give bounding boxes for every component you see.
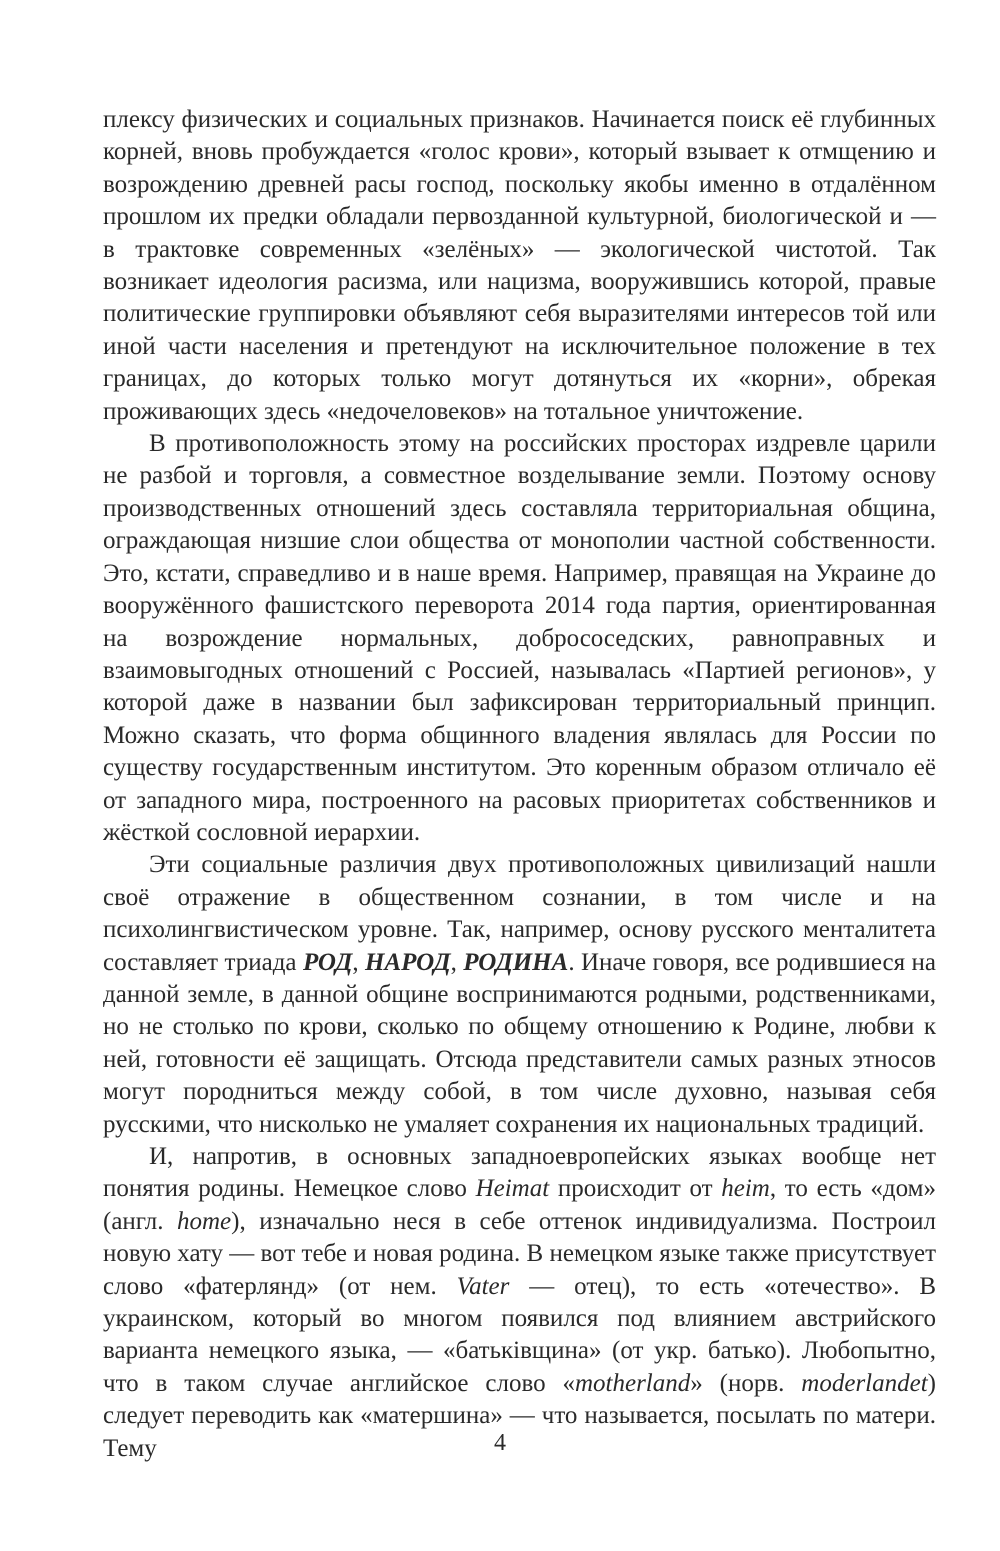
term-rodina: РОДИНА [463, 948, 569, 976]
word-motherland: motherland [574, 1369, 691, 1397]
term-narod: НАРОД [365, 948, 451, 976]
paragraph-1 [103, 104, 936, 428]
paragraph-4 [103, 1141, 936, 1465]
paragraph-4-text: ) следует переводить как «матершина» — что называется, посылать по матери. Тему [103, 1369, 936, 1462]
paragraph-4-text: — отец), то есть «отечество». В украинском, который во многом появился под влиянием австрийского варианта немецкого языка, — «батьківщина» (от укр. батько). Любопытно, что в таком случае английское слово « [103, 1272, 936, 1397]
paragraph-4-text: ), изначально неся в себе оттенок индивидуализма. Построил новую хату — вот тебе и новая родина. В немецком языке также присутствует слово «фатерлянд» (от нем. [103, 1207, 936, 1300]
paragraph-2 [103, 428, 936, 849]
word-heim: heim [721, 1175, 770, 1203]
word-heimat: Heimat [475, 1175, 550, 1203]
paragraph-1-text: плексу физических и социальных признаков. Начинается поиск её глубинных корней, вновь пробуждается «голос крови», который взывает к отмщению и возрождению древней расы господ, поскольку якобы именно в отдалённом прошлом их предки обладали первозданной культурной, биологической и — в трактовке современных «зелёных» — экологической чистотой. Так возникает идеология расизма, или нацизма, вооружившись которой, правые политические группировки объявляют себя выразителями интересов той или иной части населения и претендуют на исключительное положение в тех границах, до которых только могут дотянуться их «корни», обрекая проживающих здесь «недочеловеков» на тотальное уничтожение. [103, 106, 936, 425]
word-vater: Vater [456, 1272, 510, 1300]
paragraph-2-text: В противоположность этому на российских просторах издревле царили не разбой и торговля, а совместное возделывание земли. Поэтому основу производственных отношений здесь составляла территориальная община, ограждающая низшие слои общества от монополии частной собственности. Это, кстати, справедливо и в наше время. Например, правящая на Украине до вооружённого фашистского переворота 2014 года партия, ориентированная на возрождение нормальных, добрососедских, равноправных и взаимовыгодных отношений с Россией, называлась «Партией регионов», у которой даже в названии был зафиксирован территориальный принцип. Можно сказать, что форма общинного владения являлась для России по существу государственным институтом. Это коренным образом отличало её от западного мира, построенного на расовых приоритетах собственников и жёсткой сословной иерархии. [103, 430, 936, 846]
paragraph-4-text: » (норв. [690, 1369, 802, 1397]
word-moderlandet: moderlandet [801, 1369, 928, 1397]
paragraph-3 [103, 849, 936, 1141]
paragraph-3-text: . Иначе говоря, все родившиеся на данной земле, в данной общине воспринимаются родными, родственниками, но не столько по крови, сколько по общему отношению к Родине, любви к ней, готовности её защищать. Отсюда представители самых разных этносов могут породниться между собой, в том числе духовно, называя себя русскими, что нисколько не умаляет сохранения их национальных традиций. [103, 948, 937, 1138]
term-rod: РОД [302, 948, 353, 976]
word-home: home [176, 1207, 232, 1235]
paragraph-3-text: Эти социальные различия двух противоположных цивилизаций нашли своё отражение в общественном сознании, в том числе и на психолингвистическом уровне. Так, например, основу русского менталитета составляет триада [103, 851, 936, 976]
paragraph-4-text: , то есть «дом» (англ. [103, 1175, 936, 1235]
paragraph-4-text: И, напротив, в основных западноевропейских языках вообще нет понятия родины. Немецкое слово [103, 1143, 936, 1203]
paragraph-3-text: , [450, 948, 464, 976]
body-text [103, 104, 936, 1465]
page-number: 4 [494, 1430, 506, 1456]
paragraph-4-text: происходит от [549, 1175, 722, 1203]
paragraph-3-text: , [352, 948, 366, 976]
